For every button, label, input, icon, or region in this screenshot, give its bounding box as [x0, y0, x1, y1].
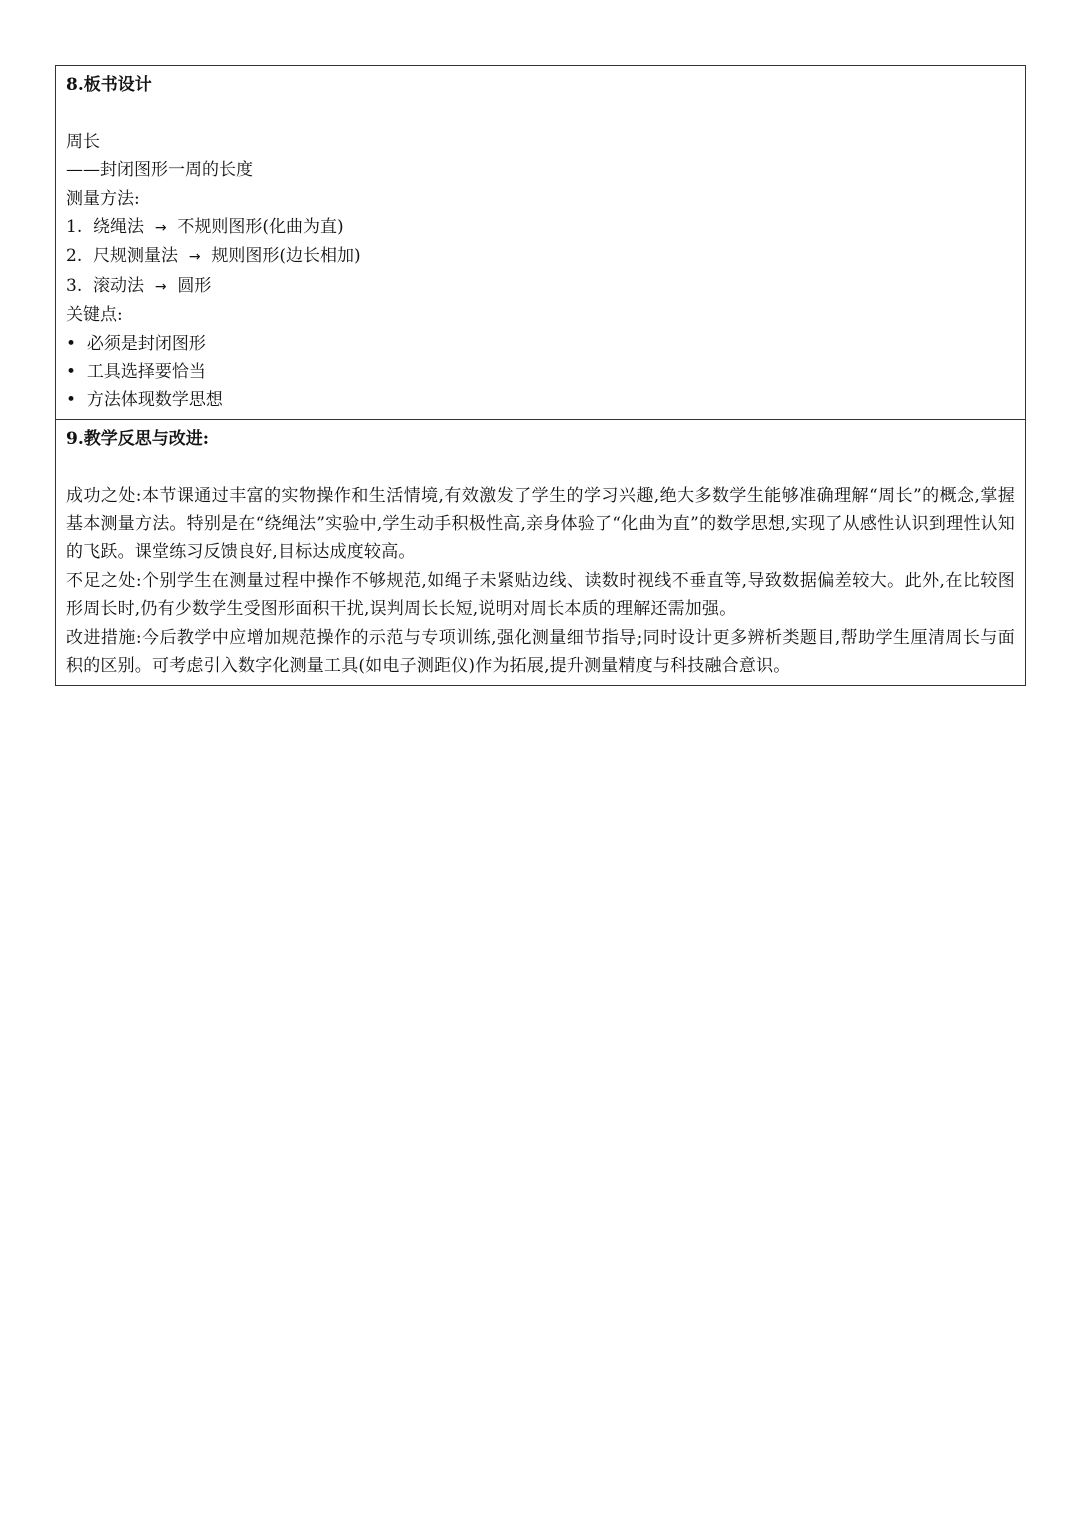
method-name: 滚动法 [93, 275, 145, 296]
method-item-3 [66, 272, 1015, 301]
spacer [66, 453, 1015, 481]
arrow-right-icon: → [188, 249, 201, 266]
key-point-text: 工具选择要恰当 [86, 362, 206, 383]
key-points-label: 关键点: [66, 305, 123, 326]
method-item-2 [66, 242, 1015, 271]
arrow-right-icon: → [154, 278, 167, 295]
method-name: 绕绳法 [93, 217, 145, 238]
bullet-icon: • [66, 362, 77, 383]
method-result: 圆形 [177, 275, 212, 296]
section-8-row [56, 66, 1026, 420]
reflection-improvements: 改进措施:今后教学中应增加规范操作的示范与专项训练,强化测量细节指导;同时设计更多辨析类题目,帮助学生厘清周长与面积的区别。可考虑引入数字化测量工具(如电子测距仪)作为拓展,提升测量精度与科技融合意识。 [66, 627, 1015, 677]
lesson-plan-table [55, 65, 1026, 686]
section-8-title: 8.板书设计 [66, 75, 152, 95]
key-point-text: 必须是封闭图形 [86, 333, 206, 354]
key-point-2 [66, 358, 1015, 386]
key-point-1 [66, 330, 1015, 358]
method-result: 规则图形(边长相加) [211, 246, 361, 267]
methods-label: 测量方法: [66, 188, 140, 209]
method-result: 不规则图形(化曲为直) [177, 217, 344, 238]
method-number: 2. [66, 246, 83, 267]
board-definition: ——封闭图形一周的长度 [66, 160, 253, 181]
reflection-strengths: 成功之处:本节课通过丰富的实物操作和生活情境,有效激发了学生的学习兴趣,绝大多数学生能够准确理解“周长”的概念,掌握基本测量方法。特别是在“绕绳法”实验中,学生动手积极性高,亲身体验了“化曲为直”的数学思想,实现了从感性认识到理性认知的飞跃。课堂练习反馈良好,目标达成度较高。 [66, 485, 1015, 563]
bullet-icon: • [66, 333, 77, 354]
board-heading: 周长 [66, 131, 100, 152]
section-9-cell [56, 419, 1026, 685]
method-number: 1. [66, 217, 83, 238]
key-point-text: 方法体现数学思想 [86, 390, 223, 411]
method-name: 尺规测量法 [93, 246, 179, 267]
key-point-3 [66, 386, 1015, 414]
section-9-title: 9.教学反思与改进: [66, 428, 210, 449]
arrow-right-icon: → [154, 220, 167, 237]
spacer [66, 99, 1015, 127]
reflection-weaknesses: 不足之处:个别学生在测量过程中操作不够规范,如绳子未紧贴边线、读数时视线不垂直等,导致数据偏差较大。此外,在比较图形周长时,仍有少数学生受图形面积干扰,误判周长长短,说明对周长本质的理解还需加强。 [66, 570, 1015, 620]
method-item-1 [66, 213, 1015, 242]
section-8-cell [56, 66, 1026, 420]
method-number: 3. [66, 275, 83, 296]
section-9-row [56, 419, 1026, 685]
bullet-icon: • [66, 390, 77, 411]
